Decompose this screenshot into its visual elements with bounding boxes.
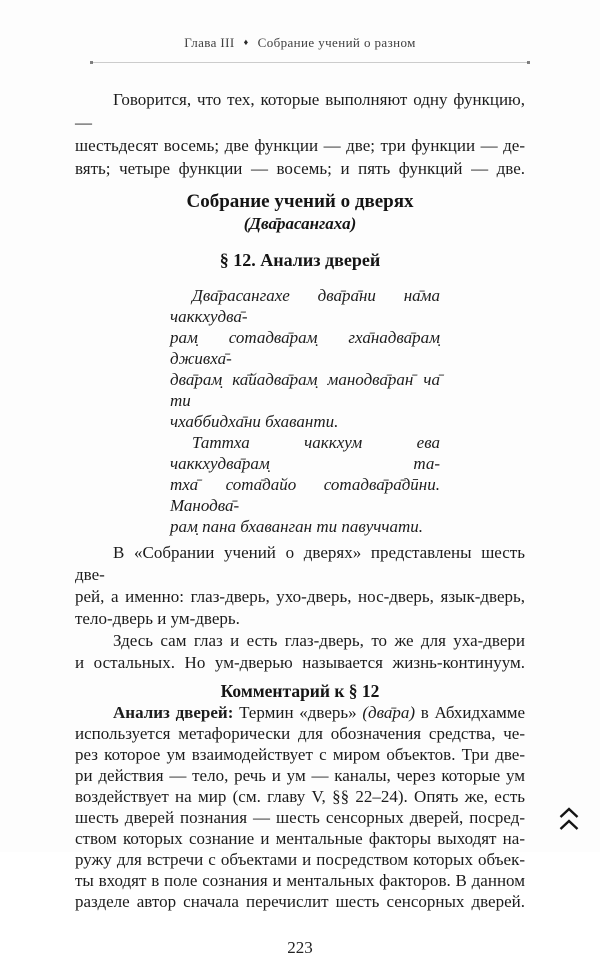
text-line: ством которых сознание и ментальные факторы выходят на- (75, 829, 525, 848)
text-line: Два̄расангахе два̄ра̄ни на̄ма чаккхудва̄- (170, 286, 440, 326)
running-header (0, 0, 600, 51)
page-number: 223 (287, 938, 313, 957)
text-span: в Абхидхамме (415, 703, 526, 722)
eye-door-paragraph (75, 630, 525, 674)
text-line: используется метафорически для обозначения средства, че- (75, 724, 525, 743)
paragraph-12-heading: § 12. Анализ дверей (219, 250, 381, 270)
text-line: рез которое ум взаимодействует с миром объектов. Три две- (75, 745, 525, 764)
text-line: тело-дверь и ум-дверь. (75, 609, 240, 628)
text-line: ри действия — тело, речь и ум — каналы, через которые ум (75, 766, 525, 785)
page-content (0, 88, 600, 958)
commentary-heading: Комментарий к § 12 (220, 681, 380, 701)
double-chevron-up-icon (558, 805, 580, 833)
text-line: В «Собрании учений о дверях» представлены шесть две- (75, 543, 525, 584)
scroll-to-top-button[interactable] (558, 805, 580, 833)
diamond-separator-icon: ♦ (243, 37, 249, 47)
text-line: и остальных. Но ум-дверью называется жизнь-континуум. (75, 653, 525, 672)
text-line: чхаббидха̄ни бхаванти. (170, 412, 339, 431)
text-line: шестьдесят восемь; две функции — две; три функции — де- (75, 136, 525, 155)
text-line: рам̣ пана бхаванган ти павуччати. (170, 517, 424, 536)
text-line: Говорится, что тех, которые выполняют одну функцию, — (75, 90, 525, 132)
text-line: ты входят в поле сознания и ментальных факторов. В данном (75, 871, 525, 890)
section-label: Собрание учений о разном (257, 35, 416, 50)
commentary-paragraph (75, 702, 525, 912)
text-line: ружу для встречи с объектами и посредством которых объек- (75, 850, 525, 869)
intro-paragraph (75, 88, 525, 180)
text-line: Здесь сам глаз и есть глаз-дверь, то же для уха-двери (113, 631, 525, 650)
text-line: Таттха чаккхум ева чаккхудва̄рам̣ та- (170, 433, 440, 473)
six-doors-paragraph (75, 542, 525, 630)
commentary-lead-term: Анализ дверей: (113, 703, 234, 722)
chapter-section-title: Собрание учений о дверях (186, 191, 414, 212)
chapter-label: Глава III (184, 35, 235, 50)
chapter-section-subtitle: (Два̄расангаха) (243, 214, 357, 233)
text-line: рам̣ сотадва̄рам̣ гха̄надва̄рам̣ дживха̄- (170, 328, 440, 368)
text-span: Термин «дверь» (233, 703, 363, 722)
text-line: тха̄ сота̄дайо сотадва̄ра̄дӣни. Манодва̄- (170, 475, 440, 515)
text-line: разделе автор сначала перечислит шесть сенсорных дверей. (75, 892, 525, 911)
text-line (75, 702, 525, 723)
text-line: воздействует на мир (см. главу V, §§ 22–24). Опять же, есть (75, 787, 525, 806)
text-line: шесть дверей познания — шесть сенсорных дверей, посред- (75, 808, 525, 827)
text-line: вять; четыре функции — восемь; и пять функций — две. (75, 159, 525, 178)
pali-term: (два̄ра) (362, 703, 416, 722)
header-divider (92, 62, 528, 63)
text-line: два̄рам̣ ка̄йадва̄рам̣ манодва̄ран̄ ча̄ ти (170, 370, 440, 410)
text-line: рей, а именно: глаз-дверь, ухо-дверь, нос-дверь, язык-дверь, (75, 587, 525, 606)
pali-quote (170, 285, 440, 537)
